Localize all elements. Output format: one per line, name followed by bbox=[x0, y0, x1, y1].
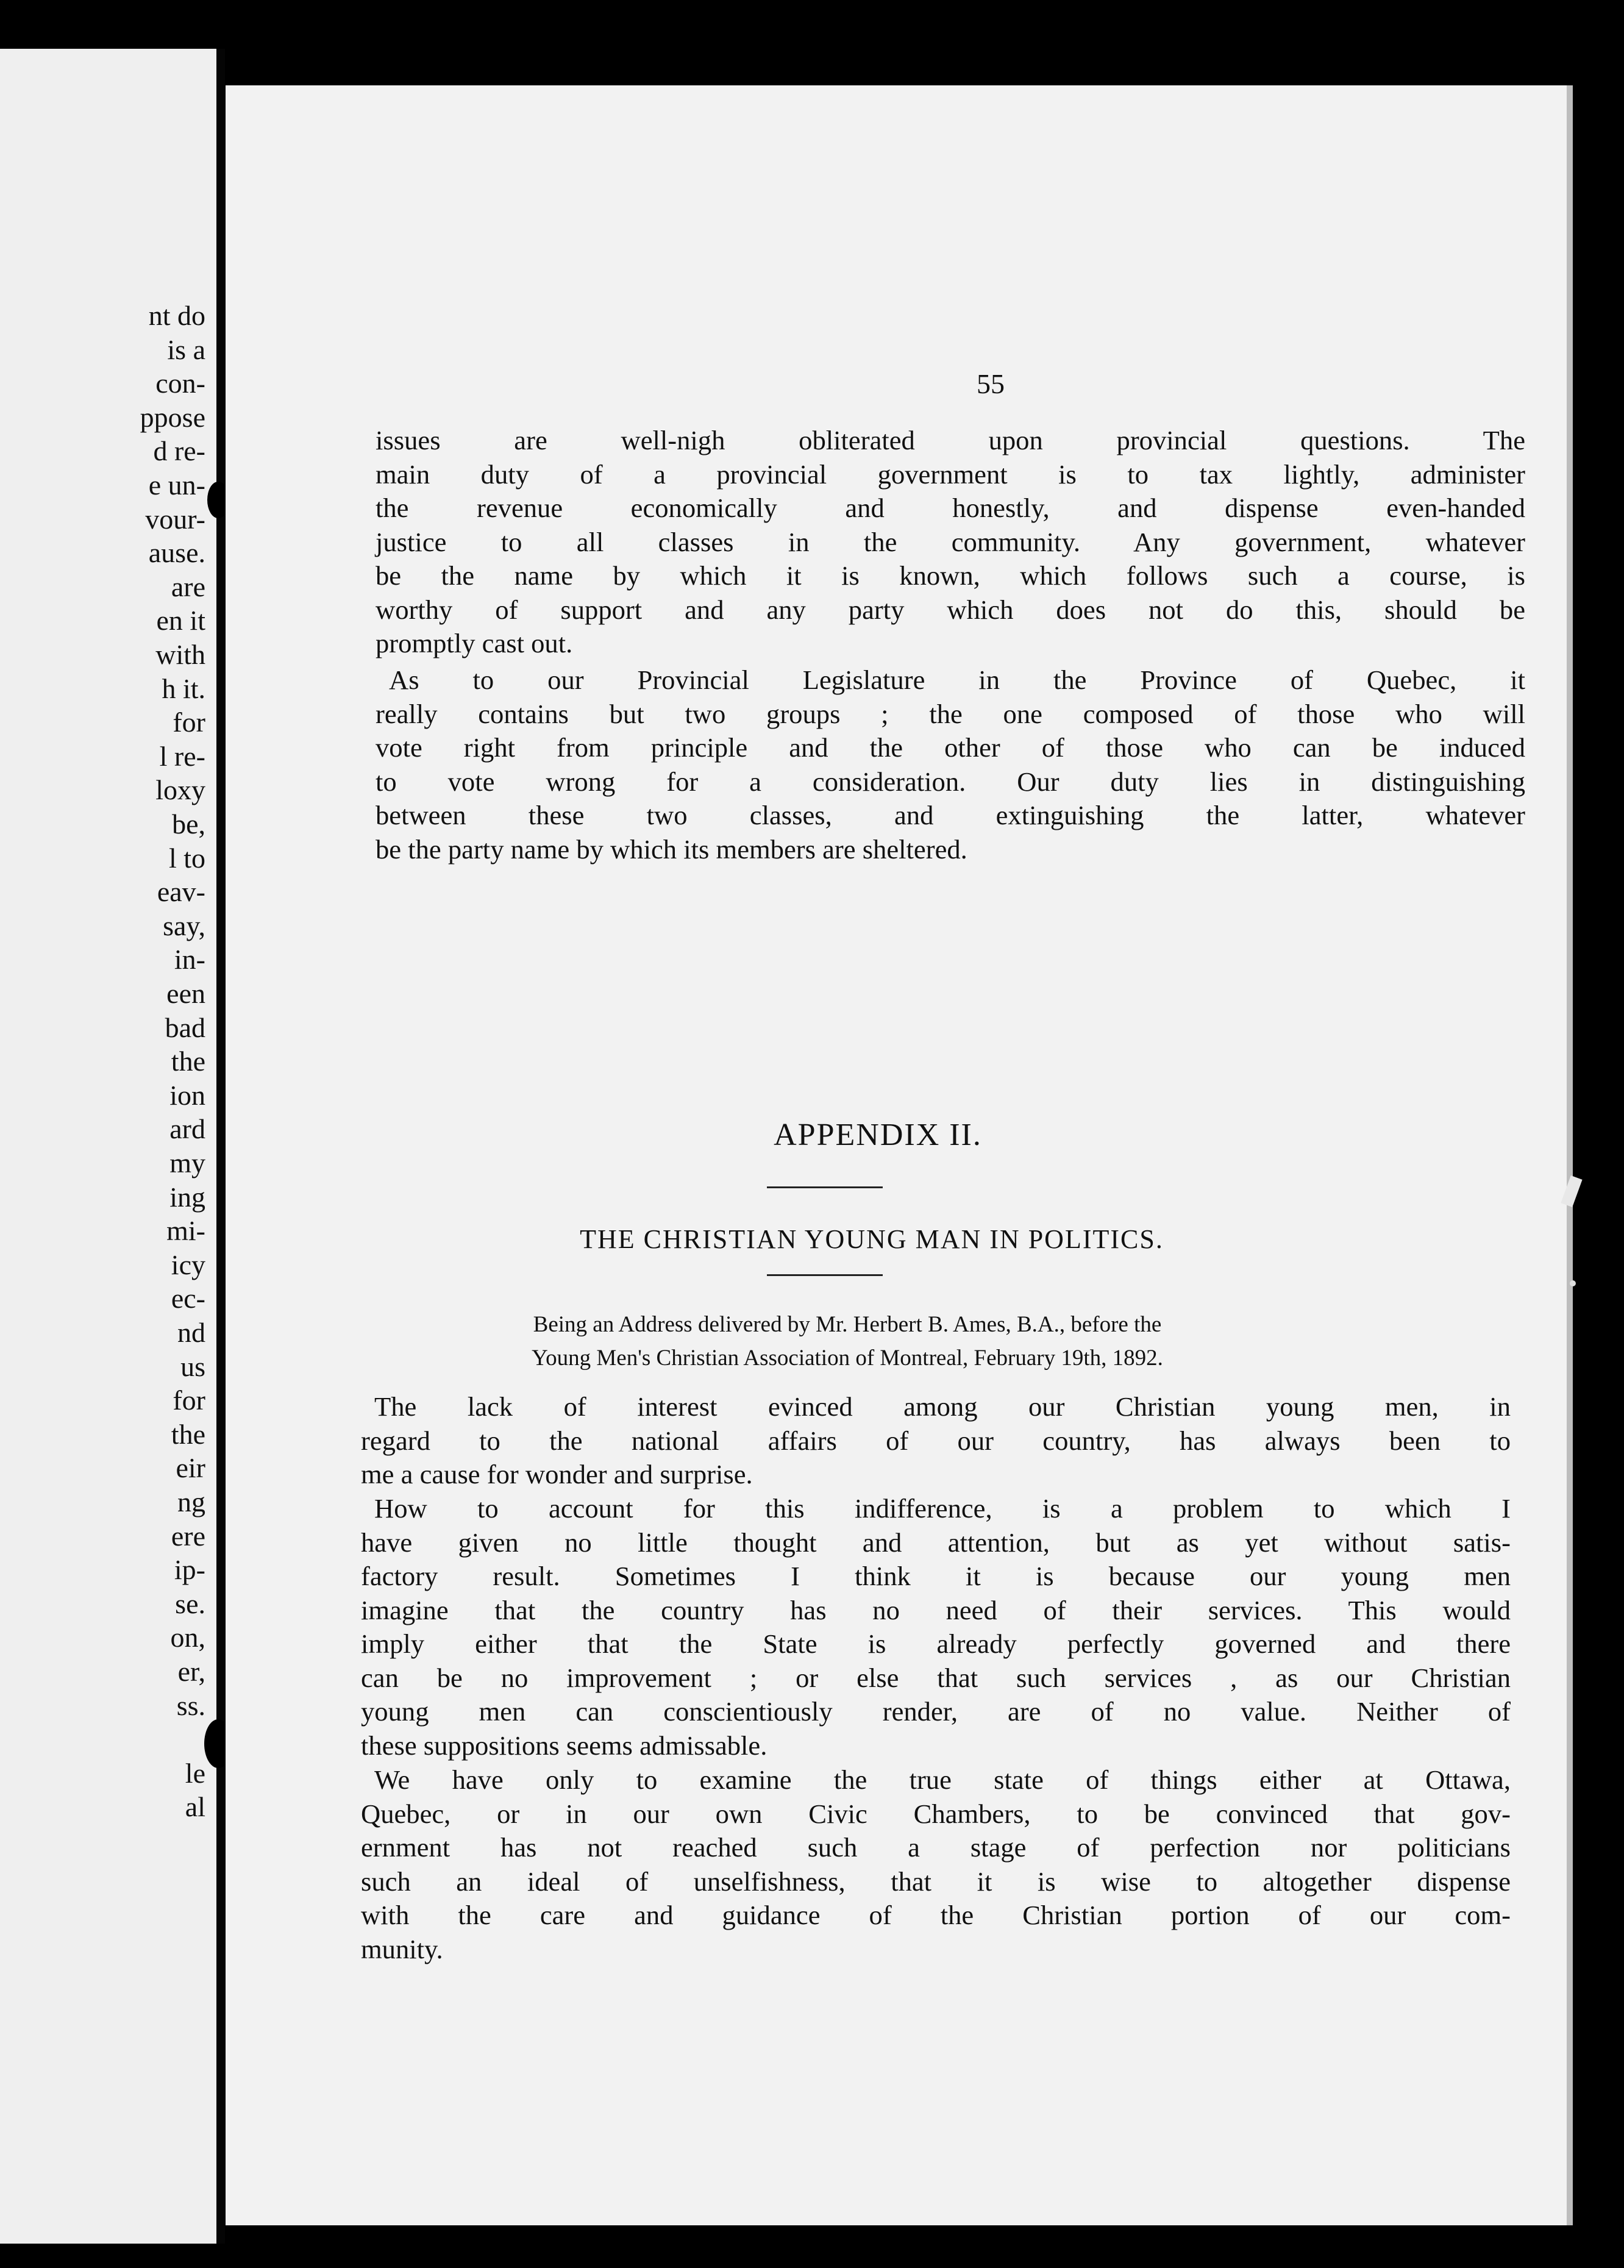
text-line: worthy of support and any party which does not do this, should be bbox=[376, 594, 1525, 625]
facing-page-text-fragment: ere bbox=[171, 1520, 205, 1552]
text-line: ernment has not reached such a stage of perfection nor politicians bbox=[361, 1832, 1511, 1863]
text-line: justice to all classes in the community. Any government, whatever bbox=[376, 526, 1525, 557]
text-line: main duty of a provincial government is to tax lightly, administer bbox=[376, 458, 1525, 490]
facing-page-text-fragment: l to bbox=[168, 842, 205, 874]
facing-page-text-fragment: h it. bbox=[162, 672, 205, 704]
text-line: really contains but two groups ; the one composed of those who will bbox=[376, 698, 1525, 729]
text-line: can be no improvement ; or else that such services , as our Christian bbox=[361, 1662, 1511, 1693]
scan-artifact bbox=[1570, 1280, 1576, 1286]
facing-page-text-fragment: se. bbox=[175, 1588, 205, 1619]
text-line: me a cause for wonder and surprise. bbox=[361, 1459, 753, 1489]
facing-page-text-fragment: for bbox=[173, 707, 205, 738]
facing-page-left bbox=[0, 49, 216, 2244]
body-paragraph-2 bbox=[361, 1492, 1511, 1763]
text-line: young men can conscientiously render, are of no value. Neither of bbox=[361, 1696, 1511, 1727]
divider-rule bbox=[767, 1274, 883, 1276]
text-line: be the name by which it is known, which follows such a course, is bbox=[376, 560, 1525, 591]
facing-page-text-fragment: nd bbox=[177, 1317, 205, 1348]
facing-page-text-fragment: are bbox=[171, 571, 205, 602]
facing-page-text-fragment: ppose bbox=[140, 401, 205, 433]
facing-page-text-fragment: eir bbox=[176, 1452, 205, 1484]
facing-page-text-fragment: e un- bbox=[148, 469, 205, 501]
text-line: promptly cast out. bbox=[376, 628, 573, 658]
appendix-title: APPENDIX II. bbox=[774, 1118, 982, 1152]
facing-page-text-fragment: us bbox=[180, 1350, 205, 1382]
facing-page-text-fragment: in- bbox=[174, 944, 205, 975]
facing-page-text-fragment: icy bbox=[171, 1249, 205, 1280]
facing-page-text-fragment: bad bbox=[165, 1011, 205, 1043]
text-line: Quebec, or in our own Civic Chambers, to be convinced that gov- bbox=[361, 1798, 1511, 1829]
facing-page-text-fragment: loxy bbox=[155, 774, 205, 806]
page-55 bbox=[226, 85, 1573, 2225]
facing-page-text-fragment: ip- bbox=[174, 1554, 205, 1586]
text-line: imagine that the country has no need of their services. This would bbox=[361, 1594, 1511, 1625]
facing-page-text-fragment: be, bbox=[172, 808, 205, 840]
text-line: the revenue economically and honestly, and dispense even-handed bbox=[376, 493, 1525, 523]
text-line: regard to the national affairs of our country, has always been to bbox=[361, 1425, 1511, 1456]
facing-page-text-fragment: ng bbox=[177, 1486, 205, 1517]
facing-page-text-fragment: d re- bbox=[153, 435, 205, 467]
quebec-legislature-paragraph bbox=[376, 663, 1525, 866]
facing-page-text-fragment: con- bbox=[155, 368, 205, 399]
facing-page-text-fragment: is a bbox=[167, 333, 205, 365]
text-line: The lack of interest evinced among our Christian young men, in bbox=[374, 1391, 1511, 1422]
body-paragraph-3 bbox=[361, 1763, 1511, 1966]
facing-page-text-fragment: ard bbox=[169, 1113, 205, 1145]
facing-page-text-fragment: le bbox=[185, 1757, 205, 1789]
facing-page-text-fragment: the bbox=[171, 1046, 205, 1077]
text-line: We have only to examine the true state of things either at Ottawa, bbox=[374, 1764, 1511, 1795]
text-line: to vote wrong for a consideration. Our duty lies in distinguishing bbox=[376, 766, 1525, 797]
facing-page-text-fragment: my bbox=[169, 1147, 205, 1179]
facing-page-text-fragment: ause. bbox=[148, 537, 205, 569]
facing-page-text-fragment: ec- bbox=[171, 1283, 205, 1314]
facing-page-text-fragment: ion bbox=[169, 1079, 205, 1111]
facing-page-text-fragment: l re- bbox=[159, 740, 205, 772]
facing-page-text-fragment: the bbox=[171, 1418, 205, 1450]
text-line: these suppositions seems admissable. bbox=[361, 1730, 767, 1761]
text-line: Being an Address delivered by Mr. Herbert B. Ames, B.A., before the bbox=[533, 1312, 1162, 1337]
facing-page-text-fragment: al bbox=[185, 1791, 205, 1823]
text-line: Young Men's Christian Association of Montreal, February 19th, 1892. bbox=[532, 1346, 1163, 1371]
text-line: have given no little thought and attention, but as yet without satis- bbox=[361, 1527, 1511, 1558]
section-title: THE CHRISTIAN YOUNG MAN IN POLITICS. bbox=[580, 1224, 1164, 1254]
text-line: between these two classes, and extinguishing the latter, whatever bbox=[376, 800, 1525, 830]
text-line: munity. bbox=[361, 1933, 443, 1964]
facing-page-text-fragment: say, bbox=[163, 910, 205, 941]
facing-page-text-fragment: mi- bbox=[166, 1215, 205, 1247]
text-line: factory result. Sometimes I think it is because our young men bbox=[361, 1561, 1511, 1591]
facing-page-text-fragment: for bbox=[173, 1385, 205, 1416]
text-line: with the care and guidance of the Christian portion of our com- bbox=[361, 1900, 1511, 1930]
facing-page-text-fragment: ing bbox=[169, 1181, 205, 1213]
text-line: As to our Provincial Legislature in the Province of Quebec, it bbox=[389, 665, 1525, 695]
facing-page-text-fragment: en it bbox=[156, 605, 205, 637]
facing-page-text-fragment: nt do bbox=[148, 300, 205, 331]
continuation-paragraph bbox=[376, 424, 1525, 661]
text-line: vote right from principle and the other of those who can be induced bbox=[376, 732, 1525, 763]
text-line: issues are well-nigh obliterated upon provincial questions. The bbox=[376, 425, 1525, 455]
facing-page-text-fragment: on, bbox=[170, 1622, 205, 1653]
facing-page-text-fragment: ss. bbox=[176, 1689, 205, 1721]
body-paragraph-1 bbox=[361, 1390, 1511, 1492]
page-number: 55 bbox=[977, 368, 1005, 399]
text-line: be the party name by which its members are sheltered. bbox=[376, 833, 967, 865]
text-line: imply either that the State is already perfectly governed and there bbox=[361, 1628, 1511, 1659]
facing-page-text-fragment: er, bbox=[177, 1656, 205, 1687]
facing-page-text-fragment: vour- bbox=[145, 503, 205, 535]
divider-rule bbox=[767, 1186, 883, 1188]
text-line: such an ideal of unselfishness, that it is wise to altogether dispense bbox=[361, 1866, 1511, 1897]
text-line: How to account for this indifference, is a problem to which I bbox=[374, 1493, 1511, 1524]
address-note bbox=[347, 1308, 1347, 1375]
facing-page-text-fragment: een bbox=[166, 978, 205, 1009]
facing-page-text-fragment: with bbox=[155, 639, 205, 670]
facing-page-text-fragment: eav- bbox=[157, 876, 205, 908]
